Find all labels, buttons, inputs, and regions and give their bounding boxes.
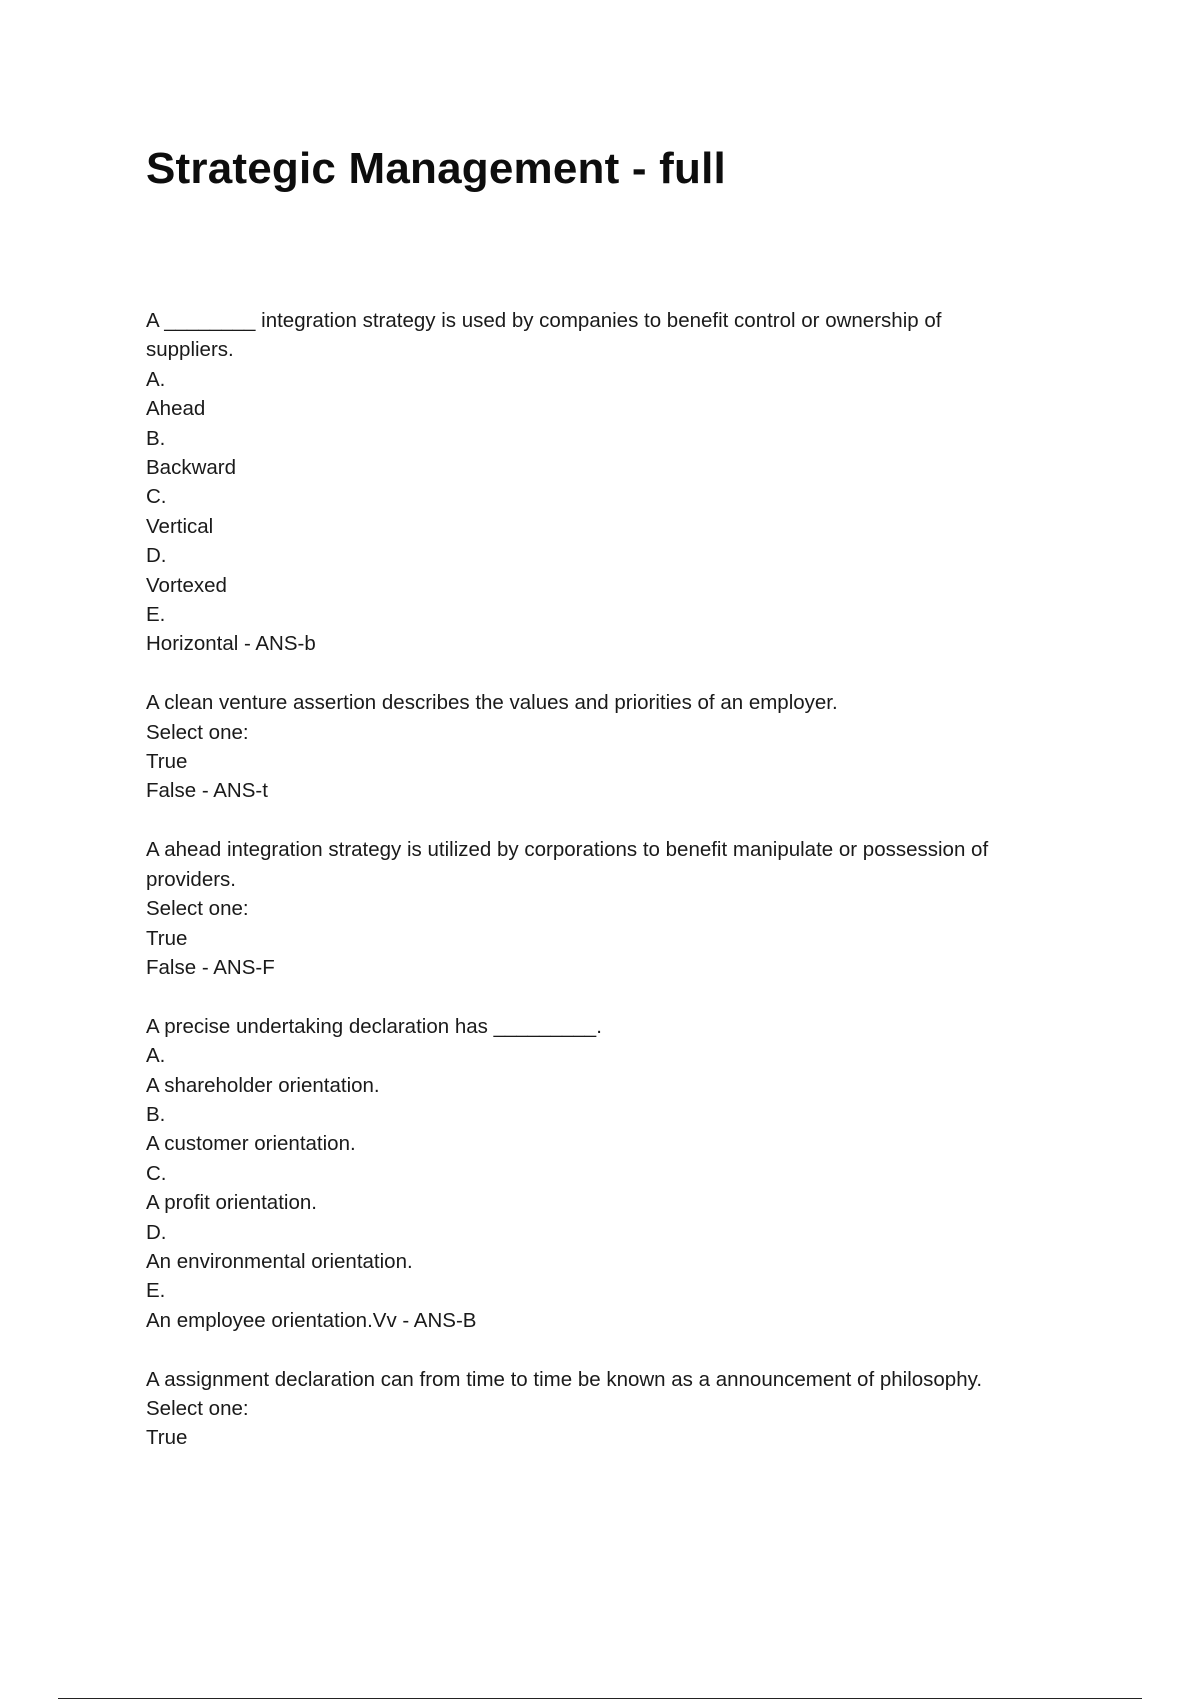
- option-text-c: A profit orientation.: [146, 1191, 317, 1215]
- option-letter-e: E.: [146, 1279, 166, 1303]
- option-letter-b: B.: [146, 426, 166, 450]
- option-true: True: [146, 1426, 188, 1450]
- question-2: [146, 688, 1076, 806]
- question-1-stem-line-1: A ________ integration strategy is used by companies to benefit control or ownership of: [146, 309, 942, 332]
- option-true: True: [146, 926, 188, 950]
- option-text-e-answer: An employee orientation.Vv - ANS-B: [146, 1308, 477, 1332]
- option-letter-c: C.: [146, 485, 167, 509]
- question-1-stem-line-2: suppliers.: [146, 338, 234, 362]
- option-text-c: Vertical: [146, 514, 214, 538]
- option-text-e-answer: Horizontal - ANS-b: [146, 632, 316, 656]
- page-title: Strategic Management - full: [146, 144, 726, 193]
- option-text-d: Vortexed: [146, 573, 227, 597]
- question-1: [146, 306, 1076, 659]
- option-false-answer: False - ANS-F: [146, 955, 275, 979]
- question-2-stem: A clean venture assertion describes the values and priorities of an employer.: [146, 691, 838, 715]
- question-4: [146, 1012, 1076, 1335]
- option-letter-d: D.: [146, 544, 167, 568]
- option-text-b: Backward: [146, 456, 237, 480]
- option-letter-a: A.: [146, 1044, 166, 1068]
- question-3-stem-line-2: providers.: [146, 867, 237, 891]
- option-letter-d: D.: [146, 1220, 167, 1244]
- option-letter-b: B.: [146, 1102, 166, 1126]
- select-one-label: Select one:: [146, 1396, 249, 1420]
- question-4-stem: A precise undertaking declaration has _________.: [146, 1014, 602, 1038]
- option-true: True: [146, 750, 188, 774]
- question-3-stem-line-1: A ahead integration strategy is utilized by corporations to benefit manipulate or possession of: [146, 838, 989, 862]
- option-false-answer: False - ANS-t: [146, 779, 268, 803]
- option-letter-e: E.: [146, 603, 166, 627]
- question-list: [146, 306, 1076, 1482]
- question-5: [146, 1365, 1076, 1453]
- option-text-d: An environmental orientation.: [146, 1249, 413, 1273]
- option-text-a: Ahead: [146, 397, 206, 421]
- option-text-a: A shareholder orientation.: [146, 1073, 380, 1097]
- option-letter-c: C.: [146, 1161, 167, 1185]
- question-3: [146, 835, 1076, 982]
- option-letter-a: A.: [146, 367, 166, 391]
- select-one-label: Select one:: [146, 897, 249, 921]
- question-5-stem: A assignment declaration can from time to time be known as a announcement of philosophy.: [146, 1367, 983, 1391]
- footer-divider: [58, 1698, 1142, 1699]
- option-text-b: A customer orientation.: [146, 1132, 356, 1156]
- select-one-label: Select one:: [146, 720, 249, 744]
